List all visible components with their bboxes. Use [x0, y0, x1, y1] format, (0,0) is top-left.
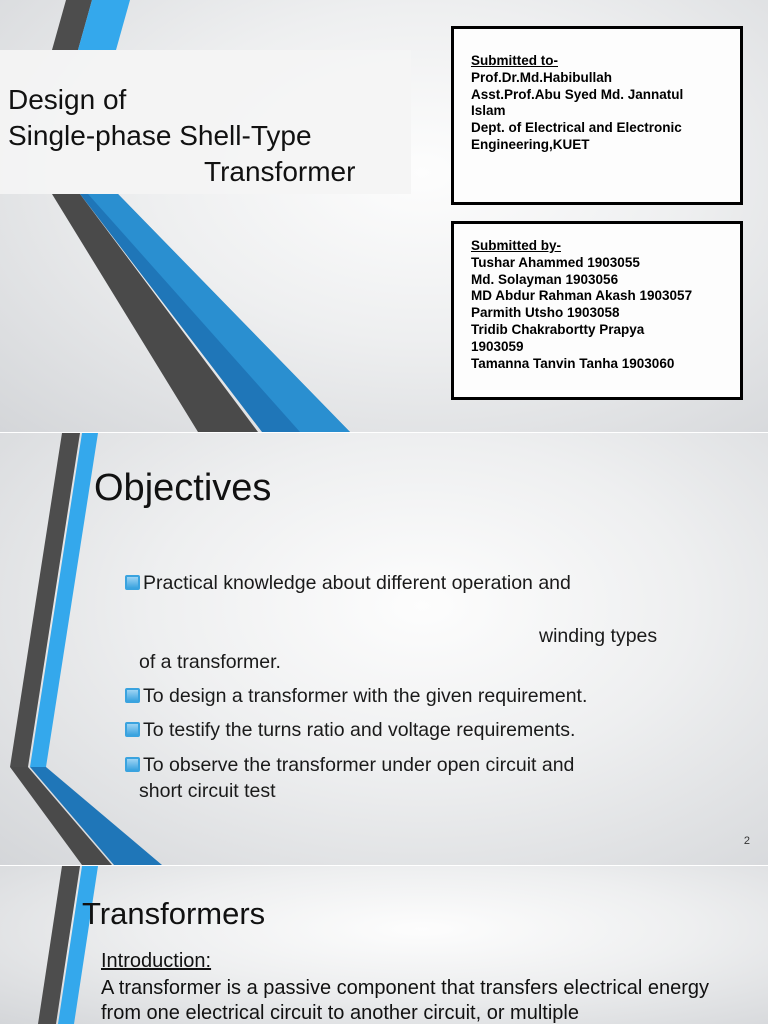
bullet-text: To design a transformer with the given requirement. [143, 685, 588, 707]
bullet-item [125, 572, 571, 595]
submitted-by-line: Tushar Ahammed 1903055 [471, 254, 640, 270]
bullet-item [125, 719, 575, 742]
submitted-to-heading: Submitted to- [471, 53, 558, 68]
submitted-by-line: Tridib Chakrabortty Prapya [471, 321, 645, 337]
bullet-item [125, 685, 587, 708]
submitted-to-line: Engineering,KUET [471, 136, 590, 152]
submitted-by-heading: Submitted by- [471, 238, 561, 253]
checkbox-bullet-icon [125, 688, 140, 703]
slide-title [0, 0, 768, 432]
bullet-text-continuation: of a transformer. [139, 651, 281, 673]
intro-text: A transformer is a passive component that transfers electrical energy from one electrical circuit to another circuit, or multiple [101, 977, 710, 1024]
submitted-by-line: MD Abdur Rahman Akash 1903057 [471, 288, 693, 304]
slide-transformers [0, 866, 768, 1024]
submitted-to-line: Dept. of Electrical and Electronic [471, 120, 682, 136]
submitted-by-line: Tamanna Tanvin Tanha 1903060 [471, 355, 675, 371]
title-line-2: Single-phase Shell-Type [8, 120, 312, 151]
bullet-text-continuation: winding types [539, 625, 658, 647]
submitted-by-line: Md. Solayman 1903056 [471, 271, 619, 287]
bullet-text: To testify the turns ratio and voltage requirements. [143, 719, 576, 741]
slide-title: Objectives [94, 467, 272, 509]
checkbox-bullet-icon [125, 757, 140, 772]
bullet-text: To observe the transformer under open circuit and [143, 754, 575, 776]
page-number: 2 [743, 835, 750, 847]
submitted-to-line: Asst.Prof.Abu Syed Md. Jannatul [471, 86, 684, 102]
submitted-to-box [451, 26, 743, 205]
submitted-to-line: Prof.Dr.Md.Habibullah [471, 69, 613, 85]
intro-label: Introduction: [101, 950, 212, 972]
checkbox-bullet-icon [125, 722, 140, 737]
bullet-item [125, 754, 574, 777]
submitted-by-line: 1903059 [471, 338, 524, 354]
title-line-3: Transformer [204, 156, 356, 187]
checkbox-bullet-icon [125, 575, 140, 590]
submitted-by-line: Parmith Utsho 1903058 [471, 305, 620, 321]
submitted-to-line: Islam [471, 103, 506, 119]
slide-title: Transformers [82, 896, 266, 931]
title-box [0, 50, 411, 194]
slide-objectives [0, 433, 768, 865]
bullet-text-continuation: short circuit test [139, 780, 276, 802]
submitted-by-box [451, 221, 743, 400]
title-line-1: Design of [8, 84, 127, 115]
bullet-text: Practical knowledge about different operation and [143, 572, 571, 594]
